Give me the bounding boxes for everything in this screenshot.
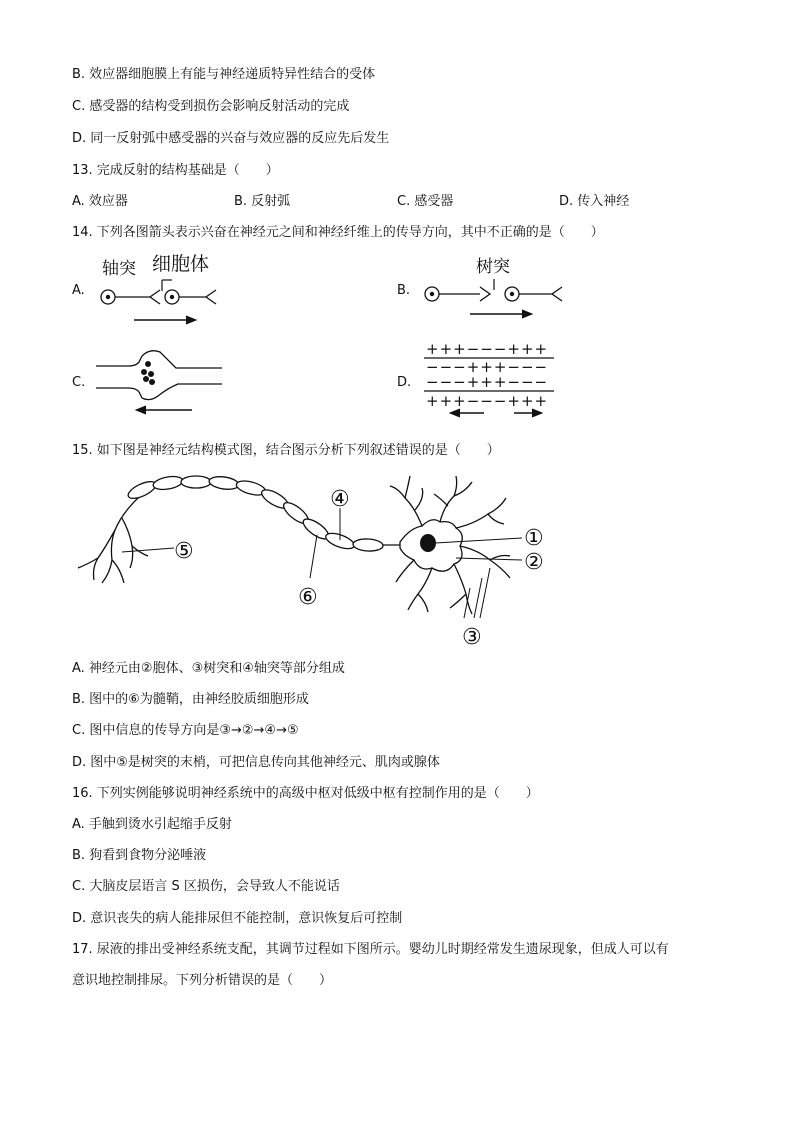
q15-option-b: B. 图中的⑥为髓鞘，由神经胶质细胞形成	[72, 692, 309, 707]
q14-figure-c	[92, 346, 227, 416]
fig-d-row4: +++−−−+++	[426, 392, 549, 410]
fig-d-row3: −−−+++−−−	[426, 373, 549, 391]
fig-b-dendrite-label: 树突	[476, 257, 510, 277]
q14-figure-b	[418, 252, 568, 327]
q14-figure-d	[422, 340, 562, 420]
label-1: ①	[524, 526, 544, 551]
fig-a-cellbody-label: 细胞体	[152, 253, 210, 275]
q14-label-b: B.	[397, 283, 411, 298]
q14-stem: 14. 下列各图箭头表示兴奋在神经元之间和神经纤维上的传导方向，其中不正确的是（ ）	[72, 225, 604, 240]
q12-option-c: C. 感受器的结构受到损伤会影响反射活动的完成	[72, 99, 350, 114]
q16-option-a: A. 手触到烫水引起缩手反射	[72, 817, 232, 832]
label-2: ②	[524, 550, 544, 575]
q13-option-c: C. 感受器	[397, 194, 454, 209]
q14-label-c: C.	[72, 375, 86, 390]
q15-option-c: C. 图中信息的传导方向是③→②→④→⑤	[72, 723, 299, 738]
q14-figure-a	[92, 250, 232, 330]
q15-neuron-diagram	[70, 468, 560, 653]
q13-stem: 13. 完成反射的结构基础是（ ）	[72, 163, 279, 178]
fig-a-axon-label: 轴突	[102, 259, 136, 279]
q13-option-d: D. 传入神经	[559, 194, 630, 209]
label-6: ⑥	[298, 585, 318, 610]
label-5: ⑤	[174, 539, 194, 564]
fig-d-row1: +++−−−+++	[426, 340, 549, 358]
q13-option-b: B. 反射弧	[234, 194, 291, 209]
q13-option-a: A. 效应器	[72, 194, 128, 209]
q16-option-d: D. 意识丧失的病人能排尿但不能控制，意识恢复后可控制	[72, 911, 403, 926]
q14-label-a: A.	[72, 283, 85, 298]
q16-stem: 16. 下列实例能够说明神经系统中的高级中枢对低级中枢有控制作用的是（ ）	[72, 786, 539, 801]
label-3: ③	[462, 625, 482, 650]
q16-option-b: B. 狗看到食物分泌唾液	[72, 848, 207, 863]
q12-option-d: D. 同一反射弧中感受器的兴奋与效应器的反应先后发生	[72, 131, 390, 146]
q15-stem: 15. 如下图是神经元结构模式图，结合图示分析下列叙述错误的是（ ）	[72, 443, 500, 458]
q16-option-c: C. 大脑皮层语言 S 区损伤，会导致人不能说话	[72, 879, 340, 894]
q12-option-b: B. 效应器细胞膜上有能与神经递质特异性结合的受体	[72, 67, 376, 82]
q17-stem-line1: 17. 尿液的排出受神经系统支配，其调节过程如下图所示。婴幼儿时期经常发生遗尿现象，但成人可以有	[72, 942, 669, 957]
q17-stem-line2: 意识地控制排尿。下列分析错误的是（ ）	[72, 973, 333, 988]
fig-d-row2: −−−+++−−−	[426, 358, 549, 376]
q15-option-a: A. 神经元由②胞体、③树突和④轴突等部分组成	[72, 661, 345, 676]
q15-option-d: D. 图中⑤是树突的末梢，可把信息传向其他神经元、肌肉或腺体	[72, 755, 440, 770]
label-4: ④	[330, 487, 350, 512]
q14-label-d: D.	[397, 375, 412, 390]
